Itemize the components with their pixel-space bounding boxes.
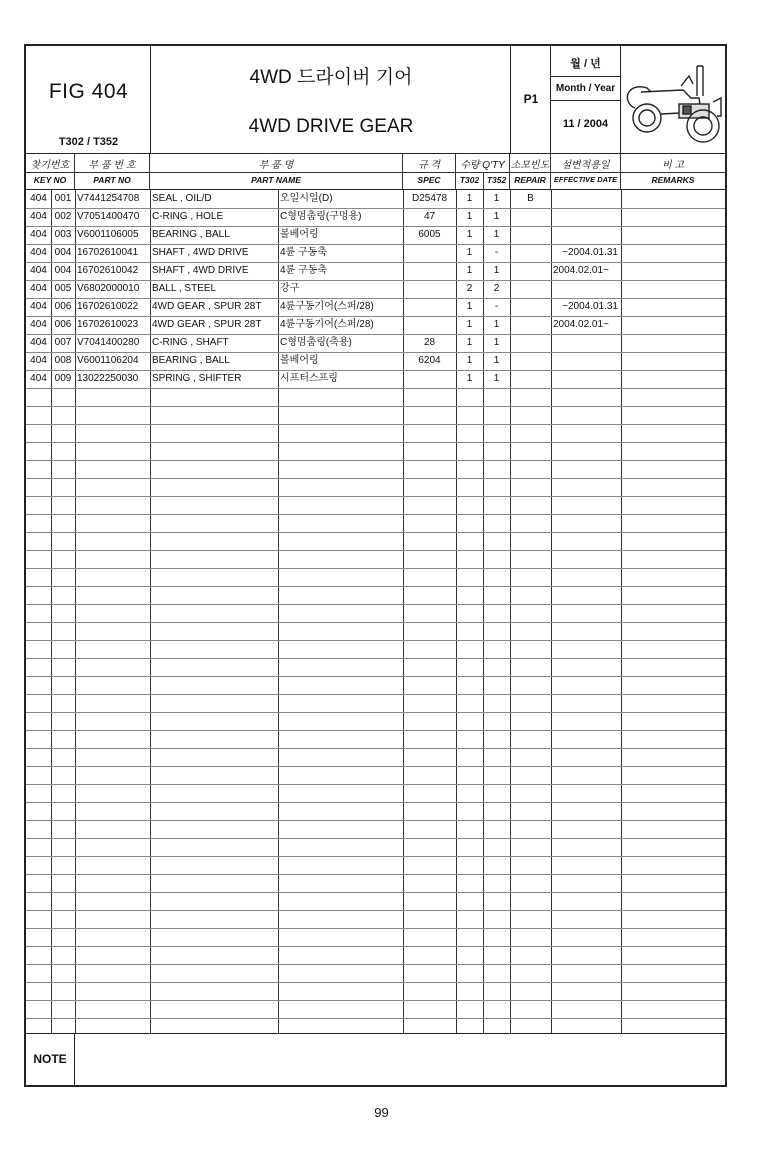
col-part-no-english: PART NO <box>93 175 131 185</box>
date-label-english: Month / Year <box>551 77 620 101</box>
col-part-name-english: PART NAME <box>251 175 301 185</box>
cell-repair <box>510 316 551 334</box>
fig-cell <box>26 46 151 154</box>
cell-name-ko: C형멈춤링(축용) <box>280 337 352 348</box>
cell-part-no: V7051400470 <box>77 211 140 222</box>
table-row <box>26 298 725 316</box>
cell-q302: 1 <box>466 301 473 312</box>
cell-name-ko: C형멈춤링(구멍용) <box>280 211 362 222</box>
date-label-korean: 월 / 년 <box>551 46 620 77</box>
cell-name-en: SHAFT , 4WD DRIVE <box>152 247 249 258</box>
cell-spec <box>403 370 456 388</box>
note-section <box>26 1034 725 1085</box>
cell-spec: 6204 <box>418 355 441 366</box>
cell-q352: 1 <box>493 319 500 330</box>
note-label: NOTE <box>26 1034 75 1085</box>
cell-q302: 1 <box>466 211 473 222</box>
cell-spec <box>403 316 456 334</box>
cell-key: 006 <box>54 319 72 330</box>
cell-eff <box>551 370 621 388</box>
page-code-cell <box>511 46 551 154</box>
cell-eff <box>551 352 621 370</box>
col-effective-korean: 설변적용일 <box>561 160 610 171</box>
cell-repair <box>510 298 551 316</box>
cell-key: 002 <box>54 211 72 222</box>
col-qty-t352: T352 <box>486 175 507 185</box>
col-effective-english: EFFECTIVE DATE <box>553 175 618 184</box>
tractor-image-cell <box>621 46 727 154</box>
cell-part-no: 16702610042 <box>77 265 139 276</box>
cell-spec <box>403 280 456 298</box>
cell-q302: 1 <box>466 337 473 348</box>
cell-spec: 47 <box>423 211 436 222</box>
cell-name-en: BALL , STEEL <box>152 283 217 294</box>
table-row <box>26 280 725 298</box>
cell-part-no: 13022250030 <box>77 373 139 384</box>
table-row <box>26 244 725 262</box>
cell-q302: 1 <box>466 193 473 204</box>
cell-remarks <box>621 208 725 226</box>
cell-name-en: BEARING , BALL <box>152 229 230 240</box>
cell-part-no: V6001106005 <box>77 229 139 240</box>
col-qty-korean: 수량 Q'TY <box>460 160 505 171</box>
cell-repair <box>510 370 551 388</box>
col-key-korean: 찾기번호 <box>30 160 70 171</box>
cell-name-ko: 4륜구동기어(스퍼/28) <box>280 301 374 312</box>
cell-remarks <box>621 316 725 334</box>
model-list: T302 / T352 <box>58 136 119 148</box>
cell-name-en: C-RING , SHAFT <box>152 337 229 348</box>
cell-name-ko: 4륜 구동축 <box>280 247 327 258</box>
cell-fig: 404 <box>30 283 47 294</box>
cell-name-en: 4WD GEAR , SPUR 28T <box>152 301 262 312</box>
cell-key: 005 <box>54 283 72 294</box>
cell-remarks <box>621 244 725 262</box>
cell-part-no: 16702610041 <box>77 247 139 258</box>
cell-repair <box>510 226 551 244</box>
cell-name-ko: 볼베어링 <box>280 355 319 366</box>
cell-part-no: V7441254708 <box>77 193 140 204</box>
cell-name-ko: 오일시일(D) <box>280 193 333 204</box>
table-row <box>26 190 725 208</box>
col-spec <box>403 154 456 190</box>
date-value: 11 / 2004 <box>562 118 609 130</box>
cell-q302: 1 <box>466 265 473 276</box>
cell-repair <box>510 244 551 262</box>
cell-remarks <box>621 298 725 316</box>
cell-repair <box>510 334 551 352</box>
title-english: 4WD DRIVE GEAR <box>248 116 414 137</box>
parts-table <box>26 190 725 1034</box>
col-part-name-korean: 부 품 명 <box>258 160 294 171</box>
cell-fig: 404 <box>30 355 47 366</box>
cell-q352: 1 <box>493 193 500 204</box>
cell-spec <box>403 262 456 280</box>
cell-fig: 404 <box>30 229 47 240</box>
cell-key: 004 <box>54 247 72 258</box>
page-number: 99 <box>374 1105 389 1120</box>
col-repair-english: REPAIR <box>514 175 546 185</box>
cell-fig: 404 <box>30 337 47 348</box>
cell-name-en: 4WD GEAR , SPUR 28T <box>152 319 262 330</box>
col-qty <box>456 154 510 190</box>
col-key-english: KEY NO <box>33 175 67 185</box>
title-cell <box>151 46 511 154</box>
cell-repair <box>510 280 551 298</box>
cell-q352: 1 <box>493 355 500 366</box>
cell-spec <box>403 298 456 316</box>
cell-fig: 404 <box>30 211 47 222</box>
tractor-icon <box>621 46 727 154</box>
page-code: P1 <box>523 92 539 106</box>
sheet-header <box>26 46 725 154</box>
cell-q352: 1 <box>493 373 500 384</box>
cell-q352: 1 <box>493 211 500 222</box>
cell-q352: 1 <box>493 337 500 348</box>
cell-eff <box>551 280 621 298</box>
col-part-no <box>75 154 150 190</box>
cell-q352: 1 <box>493 265 500 276</box>
table-row <box>26 316 725 334</box>
cell-fig: 404 <box>30 247 47 258</box>
col-qty-t302: T302 <box>459 175 480 185</box>
cell-q352: 1 <box>493 229 500 240</box>
cell-spec: 6005 <box>418 229 441 240</box>
cell-part-no: V6802000010 <box>77 283 140 294</box>
cell-repair <box>510 352 551 370</box>
cell-key: 001 <box>54 193 72 204</box>
cell-remarks <box>621 262 725 280</box>
col-remarks <box>621 154 725 190</box>
cell-fig: 404 <box>30 373 47 384</box>
cell-q302: 1 <box>466 247 473 258</box>
cell-key: 004 <box>54 265 72 276</box>
col-part-name <box>150 154 403 190</box>
table-row <box>26 262 725 280</box>
cell-q352: 2 <box>493 283 500 294</box>
cell-key: 007 <box>54 337 72 348</box>
table-row <box>26 370 725 388</box>
col-repair <box>510 154 551 190</box>
cell-fig: 404 <box>30 193 47 204</box>
cell-fig: 404 <box>30 301 47 312</box>
table-row <box>26 226 725 244</box>
cell-q302: 2 <box>466 283 473 294</box>
cell-name-en: SPRING , SHIFTER <box>152 373 242 384</box>
col-repair-korean: 소모빈도 <box>510 160 550 171</box>
cell-q352: - <box>494 301 499 312</box>
cell-key: 009 <box>54 373 72 384</box>
cell-remarks <box>621 334 725 352</box>
cell-name-en: SHAFT , 4WD DRIVE <box>152 265 249 276</box>
cell-key: 006 <box>54 301 72 312</box>
parts-sheet <box>24 44 727 1087</box>
col-spec-korean: 규 격 <box>417 160 441 171</box>
cell-spec: 28 <box>423 337 436 348</box>
cell-eff <box>551 334 621 352</box>
cell-eff <box>551 208 621 226</box>
col-spec-english: SPEC <box>417 175 441 185</box>
cell-eff: 2004.02.01~ <box>553 265 609 276</box>
date-cell <box>551 46 621 154</box>
cell-q302: 1 <box>466 355 473 366</box>
fig-number: FIG 404 <box>48 80 129 103</box>
cell-name-ko: 볼베어링 <box>280 229 319 240</box>
table-row <box>26 208 725 226</box>
cell-repair <box>510 262 551 280</box>
cell-remarks <box>621 226 725 244</box>
cell-name-ko: 강구 <box>280 283 300 294</box>
cell-eff: ~2004.01.31 <box>562 301 618 312</box>
cell-part-no: 16702610023 <box>77 319 139 330</box>
cell-part-no: V6001106204 <box>77 355 139 366</box>
cell-name-ko: 4륜 구동축 <box>280 265 327 276</box>
cell-fig: 404 <box>30 319 47 330</box>
col-key <box>26 154 75 190</box>
cell-remarks <box>621 280 725 298</box>
cell-fig: 404 <box>30 265 47 276</box>
cell-name-en: C-RING , HOLE <box>152 211 224 222</box>
col-remarks-korean: 비 고 <box>661 160 685 171</box>
cell-part-no: V7041400280 <box>77 337 140 348</box>
cell-name-ko: 시프터스프링 <box>280 373 338 384</box>
cell-eff <box>551 226 621 244</box>
cell-spec <box>403 244 456 262</box>
title-korean: 4WD 드라이버 기어 <box>249 67 413 88</box>
cell-remarks <box>621 352 725 370</box>
col-remarks-english: REMARKS <box>651 175 695 185</box>
cell-q302: 1 <box>466 229 473 240</box>
table-row <box>26 334 725 352</box>
cell-eff: 2004.02.01~ <box>553 319 609 330</box>
cell-q302: 1 <box>466 319 473 330</box>
cell-name-en: SEAL , OIL/D <box>152 193 212 204</box>
cell-eff: ~2004.01.31 <box>562 247 618 258</box>
cell-name-ko: 4륜구동기어(스퍼/28) <box>280 319 374 330</box>
cell-key: 008 <box>54 355 72 366</box>
cell-repair: B <box>527 193 534 204</box>
col-effective <box>551 154 621 190</box>
cell-part-no: 16702610022 <box>77 301 139 312</box>
cell-name-en: BEARING , BALL <box>152 355 230 366</box>
cell-eff <box>551 190 621 208</box>
column-headers <box>26 154 725 190</box>
cell-spec: D25478 <box>411 193 448 204</box>
col-part-no-korean: 부 품 번 호 <box>88 160 136 171</box>
cell-q352: - <box>494 247 499 258</box>
table-row <box>26 352 725 370</box>
cell-q302: 1 <box>466 373 473 384</box>
cell-key: 003 <box>54 229 72 240</box>
cell-remarks <box>621 370 725 388</box>
cell-remarks <box>621 190 725 208</box>
cell-repair <box>510 208 551 226</box>
